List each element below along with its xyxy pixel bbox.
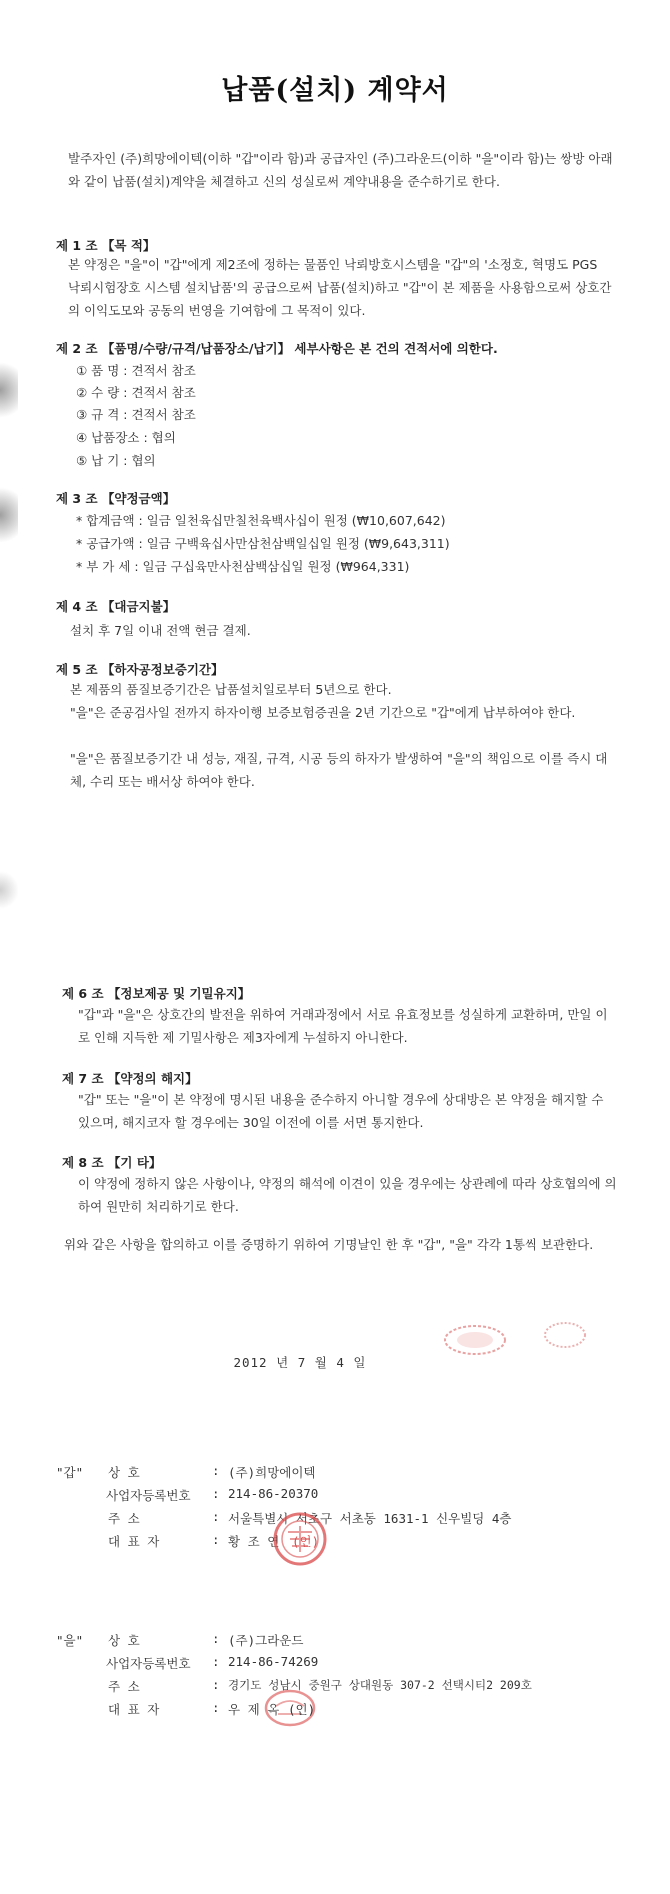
party-b-bizno-label: 사업자등록번호 (106, 1656, 191, 1671)
colon: : (212, 1631, 220, 1646)
article-5-line: "을"은 품질보증기간 내 성능, 재질, 규격, 시공 등의 하자가 발생하여 "을"의 책임으로 이를 즉시 대체, 수리 또는 배서상 하여야 한다. (70, 751, 608, 789)
article-6-heading: 제 6 조 【정보제공 및 기밀유지】 (62, 986, 251, 1001)
article-2-item: ③ 규 격 : 견적서 참조 (76, 407, 196, 422)
article-8-heading: 제 8 조 【기 타】 (62, 1155, 162, 1170)
party-a-addr-label: 주 소 (108, 1511, 140, 1526)
contract-date: 2012 년 7 월 4 일 (233, 1355, 367, 1370)
article-7-heading: 제 7 조 【약정의 해지】 (62, 1071, 198, 1086)
colon: : (212, 1463, 220, 1478)
article-7-body: "갑" 또는 "을"이 본 약정에 명시된 내용을 준수하지 아니할 경우에 상대방은 본 약정을 해지할 수 있으며, 해지코자 할 경우에는 30일 이전에 이를 서면 통지한다. (78, 1092, 604, 1130)
party-b-address: 경기도 성남시 중원구 상대원동 307-2 선택시티2 209호 (228, 1678, 532, 1692)
party-b-company-label: 상 호 (108, 1633, 140, 1648)
party-a-bizno: 214-86-20370 (228, 1486, 319, 1501)
party-b-rep-label: 대 표 자 (108, 1702, 160, 1717)
article-2-heading: 제 2 조 【품명/수량/규격/납품장소/납기】 세부사항은 본 건의 견적서에 의한다. (56, 341, 498, 356)
party-b-representative: 우 제 옥 (228, 1702, 280, 1717)
article-5-line: 본 제품의 품질보증기간은 납품설치일로부터 5년으로 한다. (70, 682, 392, 697)
article-5-heading: 제 5 조 【하자공정보증기간】 (56, 662, 224, 677)
article-2-item: ① 품 명 : 견적서 참조 (76, 363, 196, 378)
closing-paragraph: 위와 같은 사항을 합의하고 이를 증명하기 위하여 기명날인 한 후 "갑", "을" 각각 1통씩 보관한다. (64, 1237, 594, 1252)
article-1-body: 본 약정은 "을"이 "갑"에게 제2조에 정하는 물품인 낙뢰방호시스템을 "갑"의 '소정호, 혁명도 PGS 낙뢰시험장호 시스템 설치납품'의 공급으로써 납품(설치)하고 "갑"이 본 제품을 사용함으로써 상호간의 이익도모와 공동의 번영을 기여함에 그 목적이 있다. (68, 257, 612, 318)
party-b-company: (주)그라운드 (228, 1633, 304, 1648)
article-5-line: "을"은 준공검사일 전까지 하자이행 보증보험증권을 2년 기간으로 "갑"에게 납부하여야 한다. (70, 705, 576, 720)
colon: : (212, 1654, 220, 1669)
party-b-seal-mark: (인) (288, 1702, 316, 1717)
article-3-item: * 합계금액 : 일금 일천육십만칠천육백사십이 원정 (₩10,607,642) (76, 513, 446, 528)
colon: : (212, 1532, 220, 1547)
party-a-label: "갑" (56, 1465, 84, 1480)
party-b-bizno: 214-86-74269 (228, 1654, 319, 1669)
article-2-item: ④ 납품장소 : 협의 (76, 430, 176, 445)
article-4-body: 설치 후 7일 이내 전액 현금 결제. (70, 623, 251, 638)
party-a-company: (주)희망에이텍 (228, 1465, 316, 1480)
scan-artifact (0, 480, 18, 550)
article-3-item: * 공급가액 : 일금 구백육십사만삼천삼백일십일 원정 (₩9,643,311) (76, 536, 450, 551)
party-a-rep-label: 대 표 자 (108, 1534, 160, 1549)
article-4-heading: 제 4 조 【대금지불】 (56, 599, 176, 614)
colon: : (212, 1677, 220, 1692)
colon: : (212, 1509, 220, 1524)
party-b-label: "을" (56, 1633, 84, 1648)
article-6-body: "갑"과 "을"은 상호간의 발전을 위하여 거래과정에서 서로 유효정보를 성실하게 교환하며, 만일 이로 인해 지득한 제 기밀사항은 제3자에게 누설하지 아니한다. (78, 1007, 608, 1045)
article-3-heading: 제 3 조 【약정금액】 (56, 491, 176, 506)
party-a-address: 서울특별시 서초구 서초동 1631-1 신우빌딩 4층 (228, 1511, 512, 1526)
colon: : (212, 1700, 220, 1715)
party-a-representative: 황 조 연 (228, 1534, 280, 1549)
article-2-item: ② 수 량 : 견적서 참조 (76, 385, 196, 400)
party-a-bizno-label: 사업자등록번호 (106, 1488, 191, 1503)
article-8-body: 이 약정에 정하지 않은 사항이나, 약정의 해석에 이견이 있을 경우에는 상관례에 따라 상호협의에 의하여 원만히 처리하기로 한다. (78, 1176, 617, 1214)
scan-artifact (0, 870, 18, 910)
colon: : (212, 1486, 220, 1501)
intro-paragraph: 발주자인 (주)희망에이텍(이하 "갑"이라 함)과 공급자인 (주)그라운드(이하 "을"이라 함)는 쌍방 아래와 같이 납품(설치)계약을 체결하고 신의 성실로써 계약내용을 준수하기로 한다. (68, 151, 613, 189)
party-a-seal-mark: (인) (292, 1534, 320, 1549)
document-title: 납품(설치) 계약서 (221, 75, 449, 106)
article-1-heading: 제 1 조 【목 적】 (56, 238, 156, 253)
article-3-item: * 부 가 세 : 일금 구십육만사천삼백삼십일 원정 (₩964,331) (76, 559, 410, 574)
seal-impression (540, 1318, 590, 1352)
party-a-company-label: 상 호 (108, 1465, 140, 1480)
article-2-item: ⑤ 납 기 : 협의 (76, 453, 156, 468)
scan-artifact (0, 355, 18, 425)
party-b-addr-label: 주 소 (108, 1679, 140, 1694)
